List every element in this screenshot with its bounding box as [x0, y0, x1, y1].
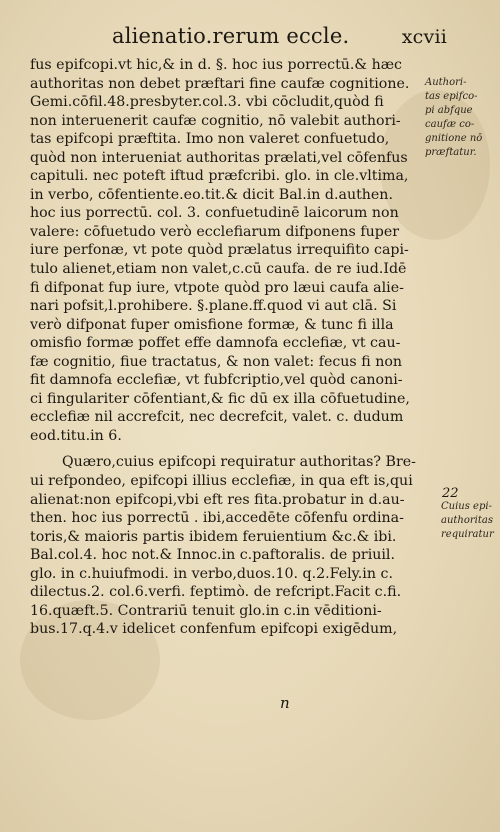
text-line: omisfio formæ poffet effe damnofa ecclefiæ, vt cau-: [30, 335, 401, 352]
running-title: alienatio.rerum eccle.: [112, 24, 350, 48]
text-line: nari pofsit,l.prohibere. §.plane.ff.quod vi aut clā. Si: [30, 298, 397, 315]
text-line: 16.quæft.5. Contrariū tenuit glo.in c.in vēditioni-: [30, 602, 382, 619]
text-line: ecclefiæ nil accrefcit, nec decrefcit, valet. c. dudum: [30, 409, 404, 426]
catchword: n: [280, 694, 290, 712]
text-line: bus.17.q.4.v idelicet confenfum epifcopi exigēdum,: [30, 621, 398, 638]
paragraph-gap: [30, 445, 420, 453]
text-line: iure perfonæ, vt pote quòd prælatus irrequifito capi-: [30, 242, 409, 259]
text-line: eod.titu.in 6.: [30, 427, 122, 444]
text-line: non interuenerit caufæ cognitio, nō valebit authori-: [30, 112, 401, 129]
marginal-line: requiratur: [441, 529, 494, 540]
text-line: toris,& maioris partis ibidem feruientium &c.& ibi.: [30, 528, 397, 545]
marginal-note: [441, 500, 500, 542]
text-line: Quæro,cuius epifcopi requiratur authoritas? Bre-: [62, 454, 416, 471]
text-line: tas epifcopi præftita. Imo non valeret confuetudo,: [30, 131, 390, 148]
text-line: hoc ius porrectū. col. 3. confuetudinē laicorum non: [30, 205, 399, 222]
folio-number: xcvii: [401, 26, 447, 48]
marginal-line: caufæ co-: [425, 119, 475, 130]
marginal-line: authoritas: [441, 515, 493, 526]
text-line: fæ cognitio, fiue tractatus, & non valet: fecus fi non: [30, 353, 403, 370]
text-line: alienat:non epifcopi,vbi eft res fita.probatur in d.au-: [30, 491, 405, 508]
text-line: fi difponat fup iure, vtpote quòd pro læui caufa alie-: [30, 279, 404, 296]
text-line: fus epifcopi.vt hic,& in d. §. hoc ius porrectū.& hæc: [30, 57, 402, 73]
marginal-line: tas epifco-: [425, 91, 478, 102]
marginal-line: Cuius epi-: [441, 501, 492, 512]
text-line: ui refpondeo, epifcopi illius ecclefiæ, in qua eft is,qui: [30, 473, 413, 490]
text-line: tulo alienet,etiam non valet,c.cū caufa. de re iud.Idē: [30, 261, 407, 278]
text-line: ci fingulariter cōfentiant,& fic dū ex illa cōfuetudine,: [30, 390, 410, 407]
text-line: fit damnofa ecclefiæ, vt fubfcriptio,vel quòd canoni-: [30, 372, 403, 389]
marginal-number: 22: [442, 486, 459, 501]
text-line: in verbo, cōfentiente.eo.tit.& dicit Bal.in d.authen.: [30, 186, 393, 203]
text-line: authoritas non debet præftari fine caufæ cognitione.: [30, 75, 410, 92]
running-head: [112, 24, 447, 52]
marginal-line: pi abfque: [425, 105, 473, 116]
text-line: dilectus.2. col.6.verfi. feptimò. de refcript.Facit c.fi.: [30, 584, 402, 601]
marginal-note: [425, 76, 497, 160]
text-line: verò difponat fuper omisfione formæ, & tunc fi illa: [30, 316, 394, 333]
text-line: Gemi.cōfil.48.presbyter.col.3. vbi cōcludit,quòd fi: [30, 94, 384, 111]
text-line: valere: cōfuetudo verò ecclefiarum difponens fuper: [30, 223, 399, 240]
text-line: quòd non interueniat authoritas prælati,vel cōfenfus: [30, 149, 408, 166]
text-line: Bal.col.4. hoc not.& Innoc.in c.paftoralis. de priuil.: [30, 547, 395, 564]
text-line: glo. in c.huiufmodi. in verbo,duos.10. q.2.Fely.in c.: [30, 565, 393, 582]
main-text-block: [30, 56, 420, 639]
marginal-line: præftatur.: [425, 147, 477, 158]
text-line: capituli. nec poteft iftud præfcribi. glo. in cle.vltima,: [30, 168, 409, 185]
marginal-line: gnitione nō: [425, 133, 483, 144]
marginal-line: Authori-: [425, 77, 467, 88]
text-line: then. hoc ius porrectū . ibi,accedēte cōfenfu ordina-: [30, 510, 404, 527]
